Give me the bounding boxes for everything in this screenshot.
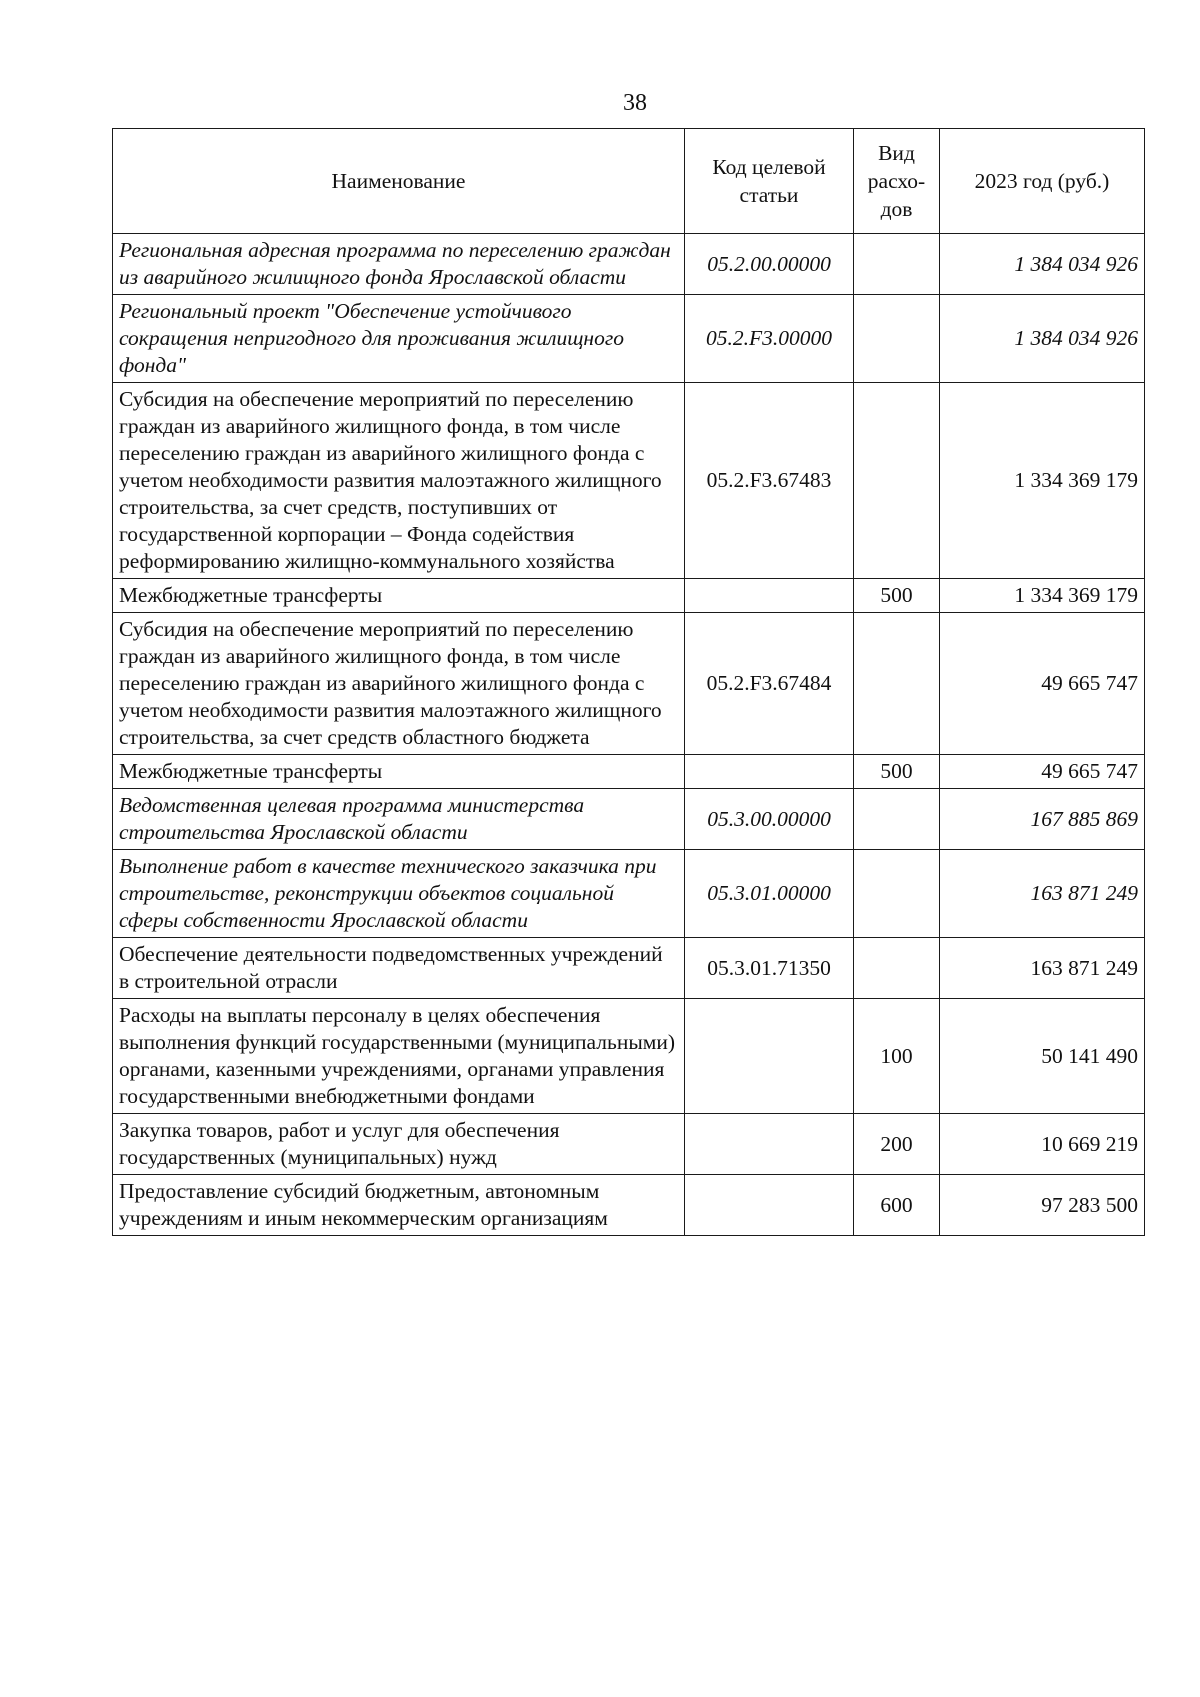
cell-name: Межбюджетные трансферты <box>113 755 685 789</box>
table-row <box>113 1114 1145 1175</box>
cell-amount: 1 334 369 179 <box>940 383 1145 579</box>
cell-code: 05.2.00.00000 <box>685 234 854 295</box>
cell-code: 05.3.00.00000 <box>685 789 854 850</box>
header-type: Вид расхо-дов <box>854 129 940 234</box>
cell-code: 05.2.F3.67484 <box>685 613 854 755</box>
cell-amount: 163 871 249 <box>940 938 1145 999</box>
budget-table <box>112 128 1145 1236</box>
cell-code: 05.3.01.71350 <box>685 938 854 999</box>
table-row <box>113 613 1145 755</box>
table-row <box>113 789 1145 850</box>
cell-name: Ведомственная целевая программа министерства строительства Ярославской области <box>113 789 685 850</box>
cell-type: 500 <box>854 579 940 613</box>
table-row <box>113 579 1145 613</box>
cell-code <box>685 579 854 613</box>
cell-type: 200 <box>854 1114 940 1175</box>
cell-type <box>854 789 940 850</box>
cell-code: 05.2.F3.67483 <box>685 383 854 579</box>
table-row <box>113 999 1145 1114</box>
cell-type <box>854 295 940 383</box>
cell-amount: 167 885 869 <box>940 789 1145 850</box>
cell-amount: 50 141 490 <box>940 999 1145 1114</box>
table-row <box>113 850 1145 938</box>
header-name: Наименование <box>113 129 685 234</box>
cell-type <box>854 383 940 579</box>
cell-code <box>685 1175 854 1236</box>
cell-code <box>685 1114 854 1175</box>
header-amount: 2023 год (руб.) <box>940 129 1145 234</box>
table-body <box>113 234 1145 1236</box>
cell-type <box>854 613 940 755</box>
cell-type: 500 <box>854 755 940 789</box>
cell-type <box>854 938 940 999</box>
cell-amount: 1 384 034 926 <box>940 234 1145 295</box>
table-row <box>113 234 1145 295</box>
table-row <box>113 755 1145 789</box>
cell-name: Субсидия на обеспечение мероприятий по переселению граждан из аварийного жилищного фонда, в том числе переселению граждан из аварийного жилищного фонда с учетом необходимости развития малоэтажного жилищного строительства, за счет средств областного бюджета <box>113 613 685 755</box>
cell-amount: 10 669 219 <box>940 1114 1145 1175</box>
cell-code <box>685 999 854 1114</box>
cell-type: 600 <box>854 1175 940 1236</box>
cell-amount: 49 665 747 <box>940 613 1145 755</box>
cell-type <box>854 234 940 295</box>
cell-name: Закупка товаров, работ и услуг для обеспечения государственных (муниципальных) нужд <box>113 1114 685 1175</box>
cell-name: Субсидия на обеспечение мероприятий по переселению граждан из аварийного жилищного фонда, в том числе переселению граждан из аварийного жилищного фонда с учетом необходимости развития малоэтажного жилищного строительства, за счет средств, поступивших от государственной корпорации – Фонда содействия реформированию жилищно-коммунального хозяйства <box>113 383 685 579</box>
cell-code: 05.3.01.00000 <box>685 850 854 938</box>
table-row <box>113 383 1145 579</box>
table-row <box>113 295 1145 383</box>
table-row <box>113 938 1145 999</box>
cell-amount: 97 283 500 <box>940 1175 1145 1236</box>
cell-type: 100 <box>854 999 940 1114</box>
cell-type <box>854 850 940 938</box>
cell-name: Межбюджетные трансферты <box>113 579 685 613</box>
cell-code <box>685 755 854 789</box>
cell-code: 05.2.F3.00000 <box>685 295 854 383</box>
header-code: Код целевой статьи <box>685 129 854 234</box>
page-number: 38 <box>623 90 647 116</box>
table-row <box>113 1175 1145 1236</box>
cell-name: Региональная адресная программа по переселению граждан из аварийного жилищного фонда Ярославской области <box>113 234 685 295</box>
table-header-row <box>113 129 1145 234</box>
cell-name: Региональный проект "Обеспечение устойчивого сокращения непригодного для проживания жилищного фонда" <box>113 295 685 383</box>
cell-name: Предоставление субсидий бюджетным, автономным учреждениям и иным некоммерческим организациям <box>113 1175 685 1236</box>
cell-name: Расходы на выплаты персоналу в целях обеспечения выполнения функций государственными (муниципальными) органами, казенными учреждениями, органами управления государственными внебюджетными фондами <box>113 999 685 1114</box>
cell-amount: 1 334 369 179 <box>940 579 1145 613</box>
cell-amount: 49 665 747 <box>940 755 1145 789</box>
cell-amount: 163 871 249 <box>940 850 1145 938</box>
cell-amount: 1 384 034 926 <box>940 295 1145 383</box>
cell-name: Обеспечение деятельности подведомственных учреждений в строительной отрасли <box>113 938 685 999</box>
cell-name: Выполнение работ в качестве технического заказчика при строительстве, реконструкции объектов социальной сферы собственности Ярославской области <box>113 850 685 938</box>
